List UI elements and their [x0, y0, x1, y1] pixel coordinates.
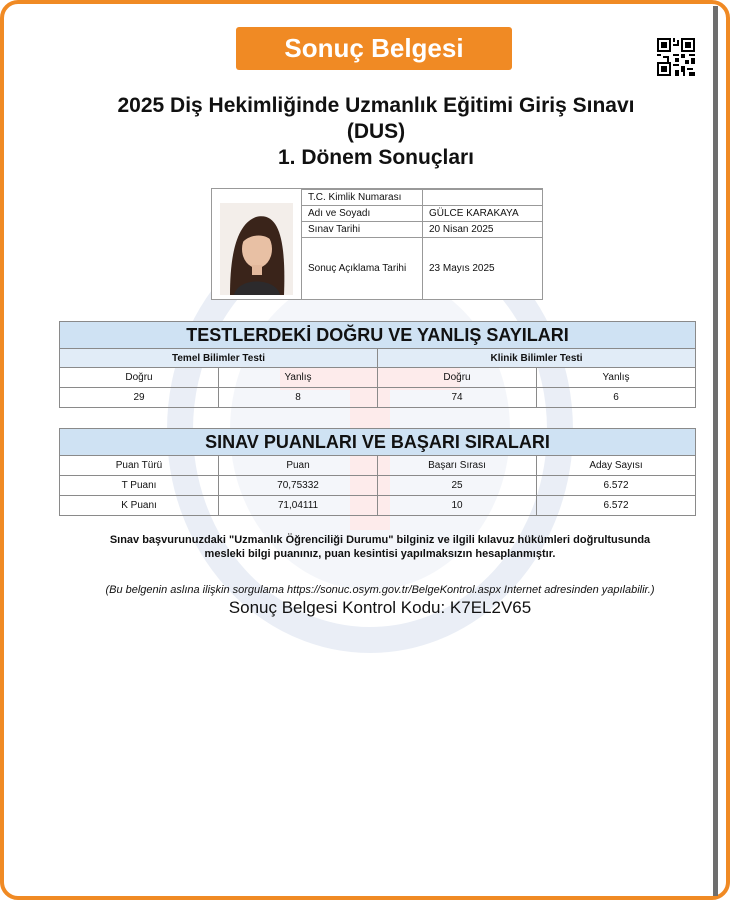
document-title [40, 93, 712, 171]
column-header: Puan Türü [60, 456, 219, 476]
scores-table [59, 428, 696, 516]
title-line-1: 2025 Diş Hekimliğinde Uzmanlık Eğitimi Giriş Sınavı [117, 94, 635, 117]
exam-date-value: 20 Nisan 2025 [423, 222, 543, 238]
table-cell: 8 [219, 388, 378, 408]
table-cell: 6.572 [537, 476, 696, 496]
exam-date-label: Sınav Tarihi [302, 222, 423, 238]
table-row [60, 496, 696, 516]
identity-card [211, 188, 543, 300]
calculation-note [50, 533, 710, 561]
table-cell: 6.572 [537, 496, 696, 516]
column-header: Yanlış [219, 368, 378, 388]
name-label: Adı ve Soyadı [302, 206, 423, 222]
table-row [60, 476, 696, 496]
group-header: Temel Bilimler Testi [60, 349, 378, 368]
column-header: Doğru [378, 368, 537, 388]
table-cell: 6 [537, 388, 696, 408]
id-number-value [423, 190, 543, 206]
title-line-2: (DUS) [346, 120, 406, 143]
correct-wrong-table [59, 321, 696, 408]
table-cell: T Puanı [60, 476, 219, 496]
identity-table [301, 189, 543, 300]
column-header: Başarı Sırası [378, 456, 537, 476]
table-cell: 74 [378, 388, 537, 408]
note-line-2: mesleki bilgi puanınız, puan kesintisi yapılmaksızın hesaplanmıştır. [204, 548, 556, 560]
group-header: Klinik Bilimler Testi [378, 349, 696, 368]
title-line-3: 1. Dönem Sonuçları [277, 146, 475, 169]
table-cell: K Puanı [60, 496, 219, 516]
table-cell: 25 [378, 476, 537, 496]
document-badge: Sonuç Belgesi [236, 27, 512, 70]
candidate-photo [220, 203, 293, 295]
column-header: Aday Sayısı [537, 456, 696, 476]
column-header: Puan [219, 456, 378, 476]
column-header: Doğru [60, 368, 219, 388]
id-number-label: T.C. Kimlik Numarası [302, 190, 423, 206]
note-line-1: Sınav başvurunuzdaki "Uzmanlık Öğrenciliği Durumu" bilginiz ve ilgili kılavuz hükümleri doğrultusunda [109, 534, 651, 546]
table-cell: 10 [378, 496, 537, 516]
verification-note: (Bu belgenin aslına ilişkin sorgulama https://sonuc.osym.gov.tr/BelgeKontrol.aspx Internet adresinden yapılabilir.) [105, 584, 655, 596]
table-cell: 70,75332 [219, 476, 378, 496]
column-header: Yanlış [537, 368, 696, 388]
table-cell: 71,04111 [219, 496, 378, 516]
table-cell: 29 [60, 388, 219, 408]
name-value: GÜLCE KARAKAYA [423, 206, 543, 222]
section-heading: TESTLERDEKİ DOĞRU VE YANLIŞ SAYILARI [60, 322, 696, 349]
result-date-value: 23 Mayıs 2025 [423, 238, 543, 300]
section-heading: SINAV PUANLARI VE BAŞARI SIRALARI [60, 429, 696, 456]
qr-code [657, 38, 695, 76]
result-date-label: Sonuç Açıklama Tarihi [302, 238, 423, 300]
scrollbar[interactable] [713, 6, 718, 896]
control-code: Sonuç Belgesi Kontrol Kodu: K7EL2V65 [228, 598, 532, 617]
